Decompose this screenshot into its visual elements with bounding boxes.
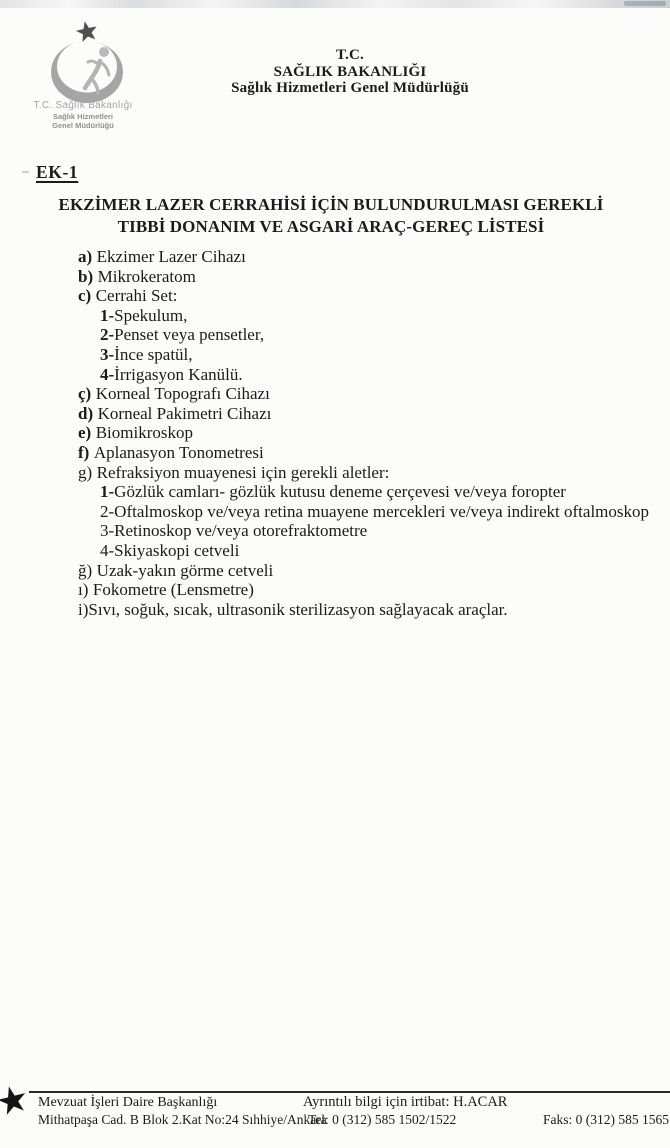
item-text: Fokometre (Lensmetre)	[92, 580, 254, 600]
letterhead-directorate: Sağlık Hizmetleri Genel Müdürlüğü	[231, 80, 469, 96]
item-marker: d)	[78, 403, 94, 423]
item-marker: 4-	[100, 364, 115, 384]
footer-divider	[29, 1091, 670, 1093]
list-subitem	[100, 502, 656, 522]
letterhead-ministry: SAĞLIK BAKANLIĞI	[273, 63, 427, 80]
footer-address: Mithatpaşa Cad. B Blok 2.Kat No:24 Sıhhiye/Ankara	[38, 1112, 327, 1127]
item-marker: g)	[78, 462, 93, 482]
item-text: Skiyaskopi cetveli	[114, 540, 240, 560]
list-item	[78, 404, 656, 424]
list-subitem	[100, 365, 656, 385]
footer-star-icon	[0, 1077, 40, 1125]
document-title-line1: EKZİMER LAZER CERRAHİSİ İÇİN BULUNDURULMASI GEREKLİ	[58, 195, 604, 214]
list-subitem	[100, 482, 656, 502]
item-marker: 4-	[100, 540, 115, 560]
list-item	[78, 561, 656, 581]
item-text: Biomikroskop	[95, 423, 194, 443]
logo-caption-directorate-2: Genel Müdürlüğü	[52, 121, 114, 130]
item-text: Retinoskop ve/veya otorefraktometre	[114, 521, 368, 541]
list-subitem	[100, 325, 656, 345]
document-title	[55, 194, 607, 237]
list-item	[78, 580, 656, 600]
item-marker: c)	[78, 286, 92, 306]
item-text: Ekzimer Lazer Cihazı	[96, 247, 246, 266]
logo-caption-ministry: T.C. Sağlık Bakanlığı	[33, 100, 133, 111]
annex-label: EK-1	[36, 162, 79, 182]
item-marker: 3-	[100, 344, 115, 364]
item-marker: f)	[78, 442, 90, 462]
item-text: Sıvı, soğuk, sıcak, ultrasonik sterilizasyon sağlayacak araçlar.	[88, 599, 508, 619]
letterhead-tc: T.C.	[335, 47, 365, 63]
item-text: İnce spatül,	[114, 344, 193, 364]
item-text: Uzak-yakın görme cetveli	[96, 560, 274, 580]
footer-fax: Faks: 0 (312) 585 1565	[543, 1112, 669, 1127]
list-item	[78, 443, 656, 463]
letterhead	[230, 47, 470, 97]
item-marker: 1-	[100, 305, 115, 325]
list-subitem	[100, 345, 656, 365]
item-text: Korneal Pakimetri Cihazı	[97, 403, 272, 423]
item-marker: e)	[78, 423, 92, 443]
footer-department: Mevzuat İşleri Daire Başkanlığı	[38, 1095, 218, 1110]
item-text: Gözlük camları- gözlük kutusu deneme çerçevesi ve/veya foropter	[114, 482, 566, 502]
list-item	[78, 600, 656, 620]
scan-noise-band	[0, 0, 670, 8]
list-item	[78, 247, 656, 267]
scan-stray-mark	[22, 171, 29, 173]
ministry-crescent-star-logo-icon	[45, 20, 130, 105]
item-text: Aplanasyon Tonometresi	[93, 442, 264, 462]
item-text: Cerrahi Set:	[95, 286, 178, 306]
item-marker: 1-	[100, 482, 115, 502]
item-text: Refraksiyon muayenesi için gerekli aletler:	[96, 462, 390, 482]
item-marker: ı)	[78, 580, 89, 600]
item-text: Spekulum,	[114, 305, 188, 325]
list-subitem	[100, 541, 656, 561]
item-text: Mikrokeratom	[97, 266, 196, 286]
item-marker: ç)	[78, 384, 92, 404]
item-text: İrrigasyon Kanülü.	[114, 364, 243, 384]
list-subitem	[100, 521, 656, 541]
equipment-list	[78, 247, 656, 619]
item-marker: b)	[78, 266, 94, 286]
list-item	[78, 463, 656, 483]
item-marker: ğ)	[78, 560, 93, 580]
footer-contact: Ayrıntılı bilgi için irtibat: H.ACAR	[303, 1094, 508, 1110]
list-item	[78, 267, 656, 287]
item-marker: 3-	[100, 521, 115, 541]
footer-phone: Tel: 0 (312) 585 1502/1522	[308, 1112, 457, 1127]
list-subitem	[100, 306, 656, 326]
scan-noise-smudge	[624, 1, 666, 6]
list-item	[78, 286, 656, 306]
item-text: Penset veya pensetler,	[114, 325, 265, 345]
item-marker: 2-	[100, 501, 115, 521]
document-title-line2: TIBBİ DONANIM VE ASGARİ ARAÇ-GEREÇ LİSTESİ	[117, 216, 545, 236]
item-marker: i)	[78, 599, 89, 619]
item-marker: 2-	[100, 325, 115, 345]
list-item	[78, 423, 656, 443]
item-text: Korneal Topografı Cihazı	[95, 384, 270, 404]
item-text: Oftalmoskop ve/veya retina muayene mercekleri ve/veya indirekt oftalmoskop	[114, 501, 650, 521]
list-item	[78, 384, 656, 404]
logo-captions	[22, 100, 144, 130]
logo-caption-directorate-1: Sağlık Hizmetleri	[52, 112, 114, 121]
item-marker: a)	[78, 247, 93, 266]
